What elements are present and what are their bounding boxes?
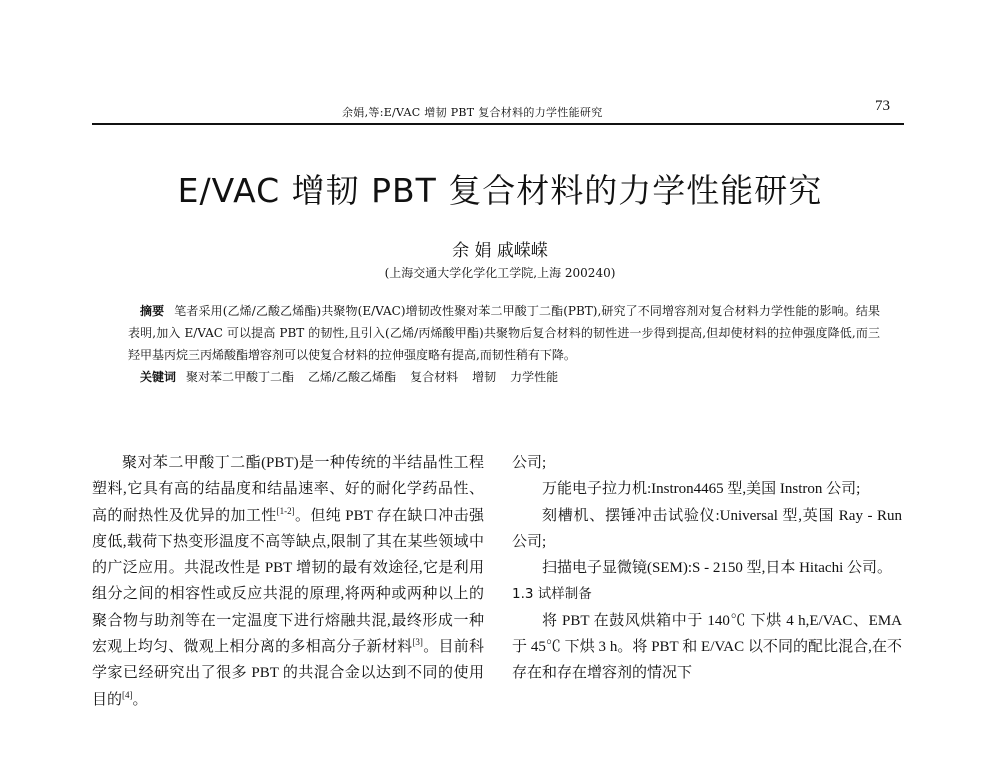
equipment-item: 刻槽机、摆锤冲击试验仪:Universal 型,英国 Ray - Run 公司; [512, 507, 902, 550]
section-heading: 1.3 试样制备 [512, 586, 592, 603]
equipment-item: 万能电子拉力机:Instron4465 型,美国 Instron 公司; [542, 481, 861, 498]
keywords-label: 关键词 [140, 370, 177, 384]
running-header [92, 96, 904, 126]
keyword: 增韧 [472, 370, 497, 384]
abstract-label: 摘要 [140, 304, 165, 318]
citation: [3] [412, 637, 423, 648]
body-column-left [92, 450, 484, 713]
equipment-item: 扫描电子显微镜(SEM):S - 2150 型,日本 Hitachi 公司。 [542, 560, 892, 577]
keyword: 乙烯/乙酸乙烯酯 [308, 370, 397, 384]
paper-authors: 余 娟 戚嵘嵘 [452, 241, 548, 261]
intro-text: 。 [132, 691, 148, 708]
body-column-right [512, 450, 902, 687]
abstract-block [128, 300, 880, 388]
preparation-paragraph: 将 PBT 在鼓风烘箱中于 140℃ 下烘 4 h,E/VAC、EMA 于 45℃ 下烘 3 h。将 PBT 和 E/VAC 以不同的配比混合,在不存在和存在增容剂的情况下 [512, 612, 902, 682]
keyword: 复合材料 [410, 370, 459, 384]
page-number: 73 [875, 98, 890, 114]
intro-paragraph [92, 450, 484, 713]
intro-text: 。但纯 PBT 存在缺口冲击强度低,载荷下热变形温度不高等缺点,限制了其在某些领域中的广泛应用。共混改性是 PBT 增韧的最有效途径,它是利用组分之间的相容性或反应共混的原理,将两种或两种以上的聚合物与助剂等在一定温度下进行熔融共混,最终形成一种宏观上均匀、微观上相分离的多相高分子新材料 [92, 507, 484, 656]
keyword: 力学性能 [510, 370, 559, 384]
citation: [4] [122, 689, 133, 700]
keyword: 聚对苯二甲酸丁二酯 [186, 370, 295, 384]
intro-text: 聚对苯二甲酸丁二酯(PBT)是一种传统的半结晶性工程塑料,它具有高的结晶度和结晶速率、好的耐化学药品性、高的耐热性及优异的加工性 [92, 455, 484, 524]
paper-title: E/VAC 增韧 PBT 复合材料的力学性能研究 [177, 171, 823, 210]
intro-text: 。目前科学家已经研究出了很多 PBT 的共混合金以达到不同的使用目的 [92, 639, 484, 708]
abstract-paragraph [128, 300, 880, 366]
keywords-line [128, 366, 880, 388]
continued-line: 公司; [512, 455, 547, 471]
citation: [1-2] [276, 505, 295, 516]
running-title: 余娟,等:E/VAC 增韧 PBT 复合材料的力学性能研究 [342, 106, 603, 119]
paper-affiliation: (上海交通大学化学化工学院,上海 200240) [384, 266, 616, 280]
abstract-text: 笔者采用(乙烯/乙酸乙烯酯)共聚物(E/VAC)增韧改性聚对苯二甲酸丁二酯(PBT),研究了不同增容剂对复合材料力学性能的影响。结果表明,加入 E/VAC 可以提高 PBT 的韧性,且引入(乙烯/丙烯酸甲酯)共聚物后复合材料的韧性进一步得到提高,但却使材料的拉伸强度降低,而三羟甲基丙烷三丙烯酸酯增容剂可以使复合材料的拉伸强度略有提高,而韧性稍有下降。 [128, 304, 880, 362]
header-rule [92, 123, 904, 125]
